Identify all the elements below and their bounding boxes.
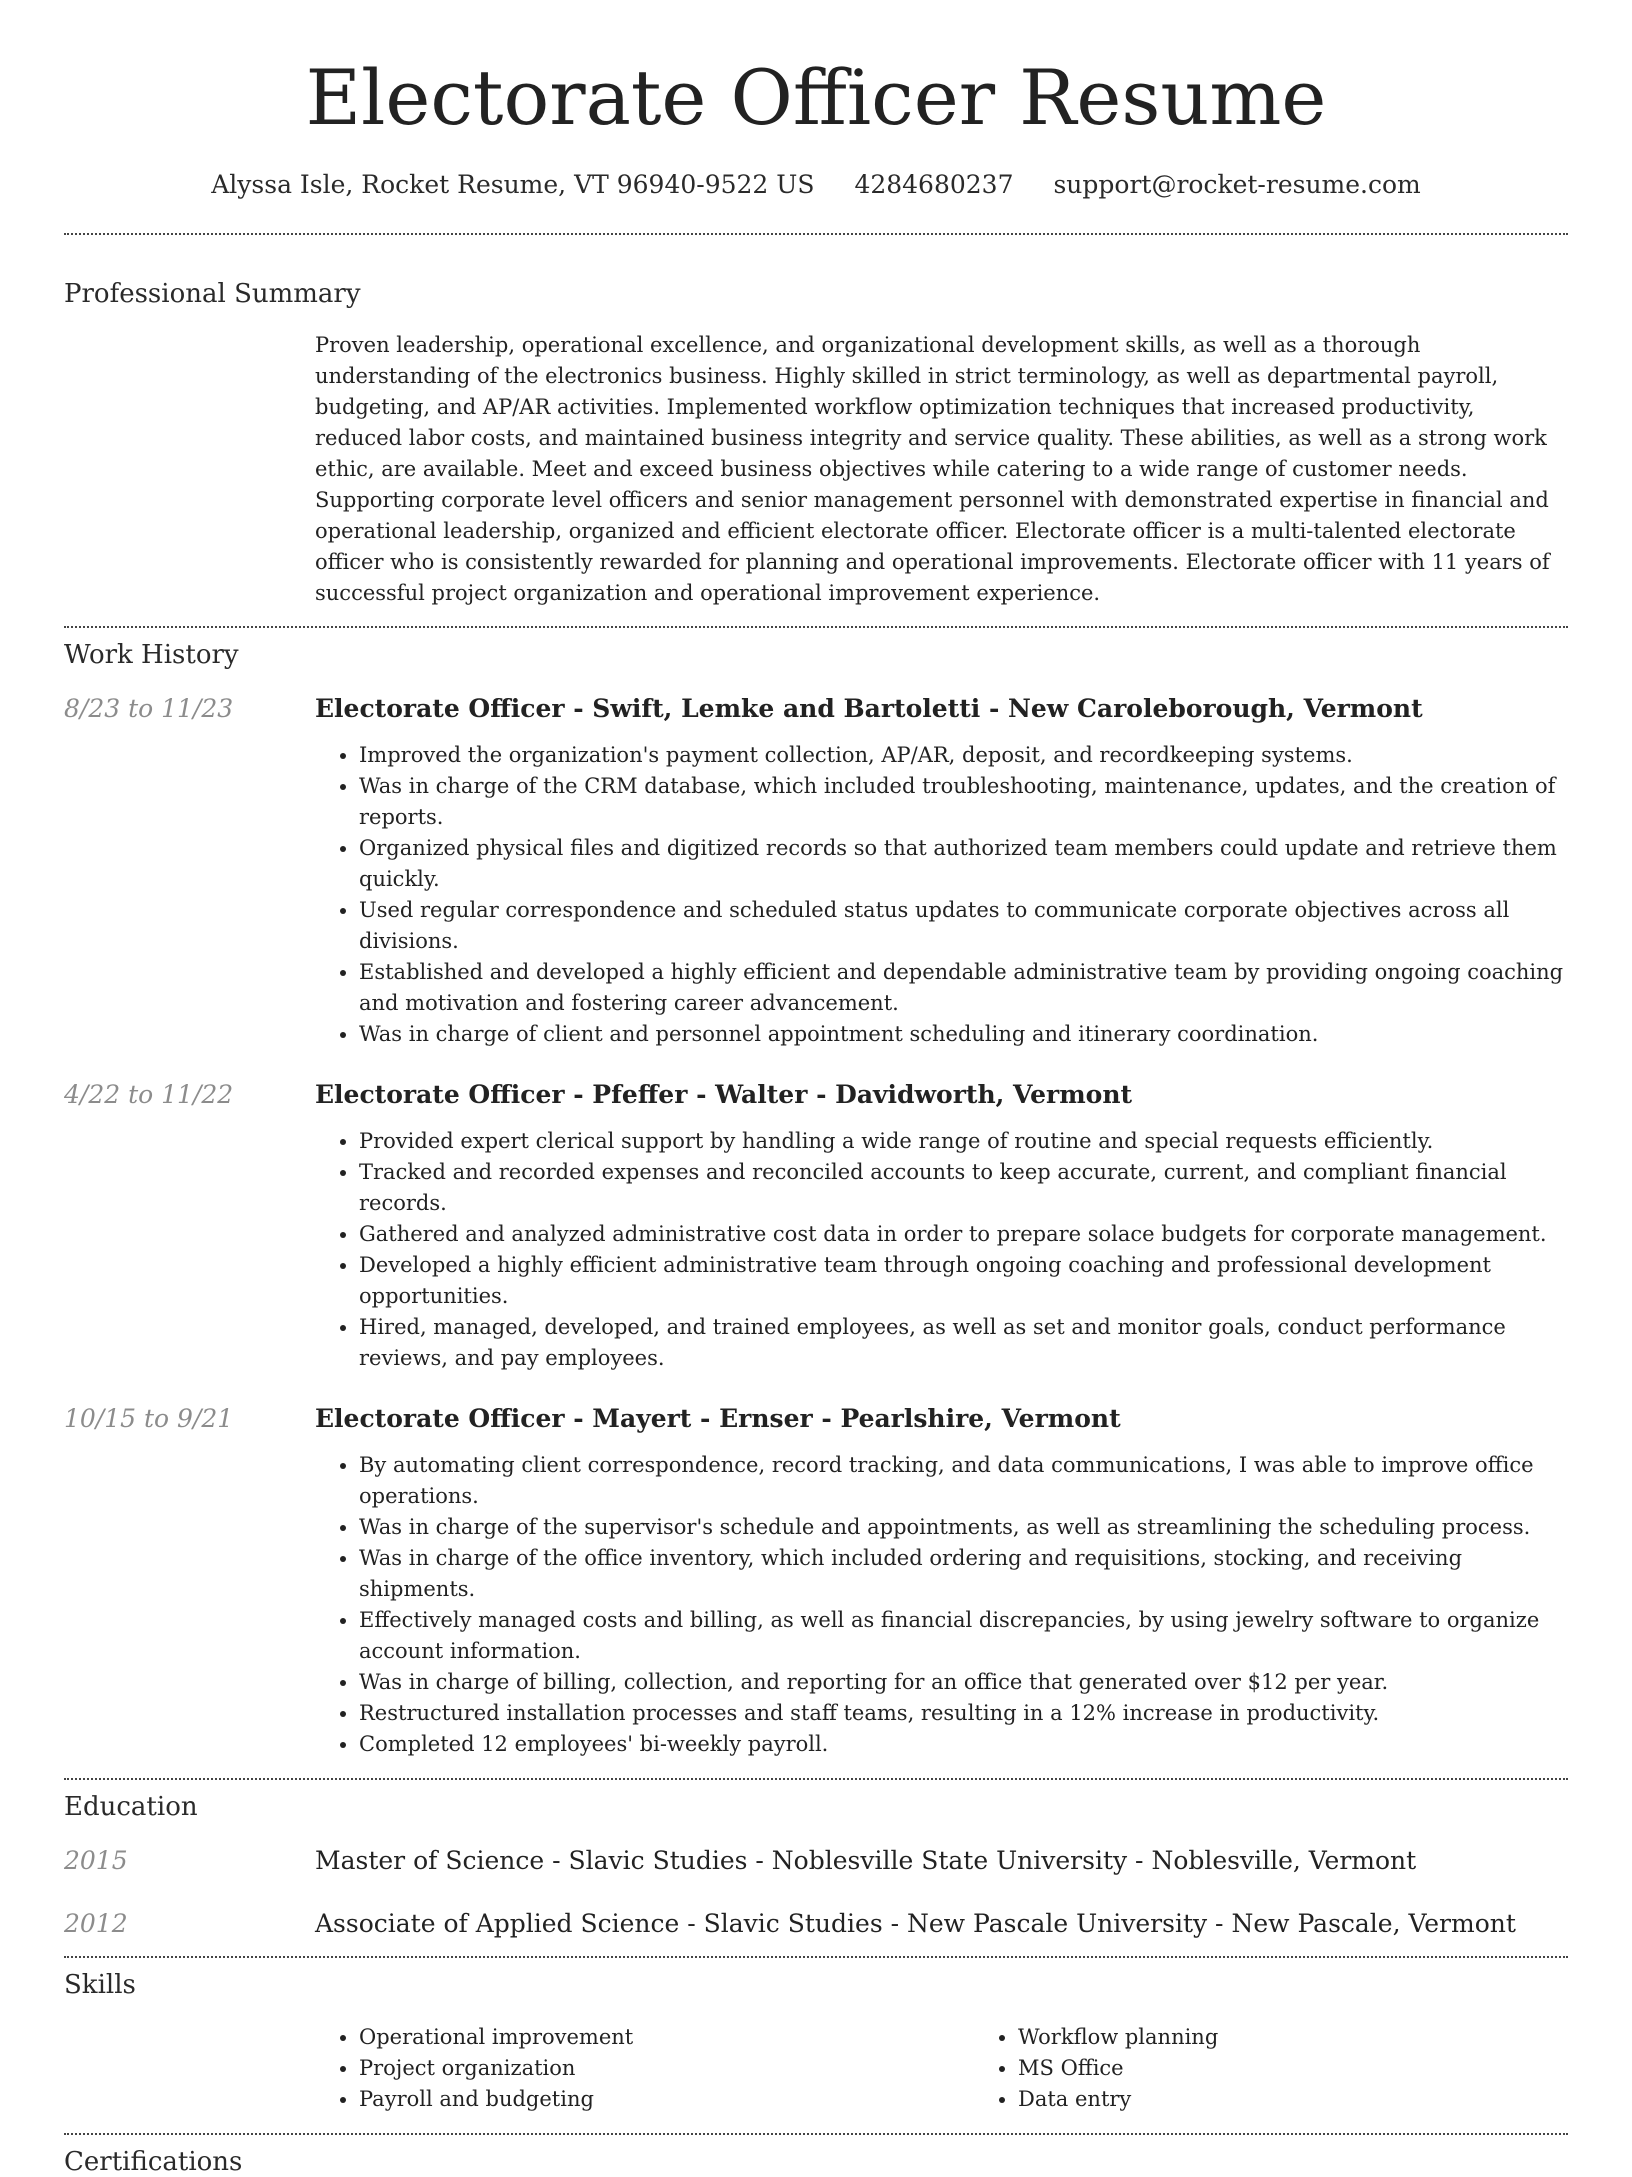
job-bullet: • Established and developed a highly efficient and dependable administrative team by providing ongoing coaching and motivation and fostering career advancement.: [359, 957, 1568, 1019]
job-bullet: • Completed 12 employees' bi-weekly payroll.: [359, 1729, 1568, 1760]
divider: [64, 1778, 1568, 1780]
job-bullets: [315, 740, 1568, 1050]
job-date: 8/23 to 11/23: [64, 694, 234, 723]
contact-address: Alyssa Isle, Rocket Resume, VT 96940-9522 US: [211, 170, 815, 199]
divider: [64, 626, 1568, 628]
education-year: 2015: [64, 1846, 128, 1875]
education-entry: [64, 1909, 1568, 1938]
education-entry: [64, 1846, 1568, 1875]
job-bullet: • Developed a highly efficient administrative team through ongoing coaching and professional development opportunities.: [359, 1250, 1568, 1312]
work-history-heading: Work History: [64, 640, 239, 670]
job-title: Electorate Officer - Pfeffer - Walter - Davidworth, Vermont: [315, 1080, 1133, 1109]
skill-item: • Payroll and budgeting: [359, 2084, 974, 2115]
job-bullet: • Improved the organization's payment collection, AP/AR, deposit, and recordkeeping systems.: [359, 740, 1568, 771]
job-bullet: • Hired, managed, developed, and trained employees, as well as set and monitor goals, conduct performance reviews, and pay employees.: [359, 1312, 1568, 1374]
job-bullet: • Used regular correspondence and scheduled status updates to communicate corporate objectives across all divisions.: [359, 895, 1568, 957]
job-bullet: • Restructured installation processes and staff teams, resulting in a 12% increase in productivity.: [359, 1698, 1568, 1729]
job-bullet: • Was in charge of the office inventory, which included ordering and requisitions, stocking, and receiving shipments.: [359, 1543, 1568, 1605]
skill-item: • Workflow planning: [1018, 2022, 1632, 2053]
contact-line: [64, 170, 1568, 199]
summary-row: [64, 330, 1568, 609]
certifications-heading: Certifications: [64, 2147, 243, 2177]
skills-list-2: [974, 2022, 1632, 2115]
education-heading: Education: [64, 1792, 198, 1822]
job-bullet: • Provided expert clerical support by handling a wide range of routine and special requests efficiently.: [359, 1126, 1568, 1157]
job-date: 4/22 to 11/22: [64, 1080, 234, 1109]
skills-list-1: [315, 2022, 974, 2115]
job-bullets: [315, 1126, 1568, 1374]
job-bullets: [315, 1450, 1568, 1760]
job-title: Electorate Officer - Mayert - Ernser - Pearlshire, Vermont: [315, 1404, 1121, 1433]
divider: [64, 2133, 1568, 2135]
job-bullet: • By automating client correspondence, record tracking, and data communications, I was able to improve office operations.: [359, 1450, 1568, 1512]
job-entry: [64, 1404, 1568, 1760]
summary-heading: Professional Summary: [64, 279, 361, 309]
education-degree: Master of Science - Slavic Studies - Noblesville State University - Noblesville, Vermont: [315, 1846, 1417, 1875]
job-entry: [64, 1080, 1568, 1374]
skills-row: [64, 2022, 1568, 2115]
job-date: 10/15 to 9/21: [64, 1404, 234, 1433]
divider: [64, 233, 1568, 235]
job-title: Electorate Officer - Swift, Lemke and Bartoletti - New Caroleborough, Vermont: [315, 694, 1423, 723]
job-bullet: • Tracked and recorded expenses and reconciled accounts to keep accurate, current, and compliant financial records.: [359, 1157, 1568, 1219]
job-bullet: • Was in charge of billing, collection, and reporting for an office that generated over $12 per year.: [359, 1667, 1568, 1698]
job-bullet: • Was in charge of client and personnel appointment scheduling and itinerary coordination.: [359, 1019, 1568, 1050]
job-bullet: • Was in charge of the CRM database, which included troubleshooting, maintenance, updates, and the creation of reports.: [359, 771, 1568, 833]
job-bullet: • Organized physical files and digitized records so that authorized team members could update and retrieve them quickly.: [359, 833, 1568, 895]
job-bullet: • Was in charge of the supervisor's schedule and appointments, as well as streamlining the scheduling process.: [359, 1512, 1568, 1543]
education-degree: Associate of Applied Science - Slavic Studies - New Pascale University - New Pascale, Vermont: [315, 1909, 1516, 1938]
job-bullet: • Effectively managed costs and billing, as well as financial discrepancies, by using jewelry software to organize account information.: [359, 1605, 1568, 1667]
skill-item: • MS Office: [1018, 2053, 1632, 2084]
divider: [64, 1956, 1568, 1958]
job-entry: [64, 694, 1568, 1050]
skill-item: • Project organization: [359, 2053, 974, 2084]
skills-heading: Skills: [64, 1970, 136, 2000]
education-year: 2012: [64, 1909, 128, 1938]
skill-item: • Data entry: [1018, 2084, 1632, 2115]
resume-title: Electorate Officer Resume: [305, 53, 1327, 142]
summary-text: Proven leadership, operational excellence, and organizational development skills, as well as a thorough understanding of the electronics business. Highly skilled in strict terminology, as well as departmental payroll, budgeting, and AP/AR activities. Implemented workflow optimization techniques that increased productivity, reduced labor costs, and maintained business integrity and service quality. These abilities, as well as a strong work ethic, are available. Meet and exceed business objectives while catering to a wide range of customer needs. Supporting corporate level officers and senior management personnel with demonstrated expertise in financial and operational leadership, organized and efficient electorate officer. Electorate officer is a multi-talented electorate officer who is consistently rewarded for planning and operational improvements. Electorate officer with 11 years of successful project organization and operational improvement experience.: [315, 333, 1550, 605]
job-bullet: • Gathered and analyzed administrative cost data in order to prepare solace budgets for corporate management.: [359, 1219, 1568, 1250]
contact-email: support@rocket-resume.com: [1053, 170, 1421, 199]
skill-item: • Operational improvement: [359, 2022, 974, 2053]
contact-phone: 4284680237: [854, 170, 1014, 199]
